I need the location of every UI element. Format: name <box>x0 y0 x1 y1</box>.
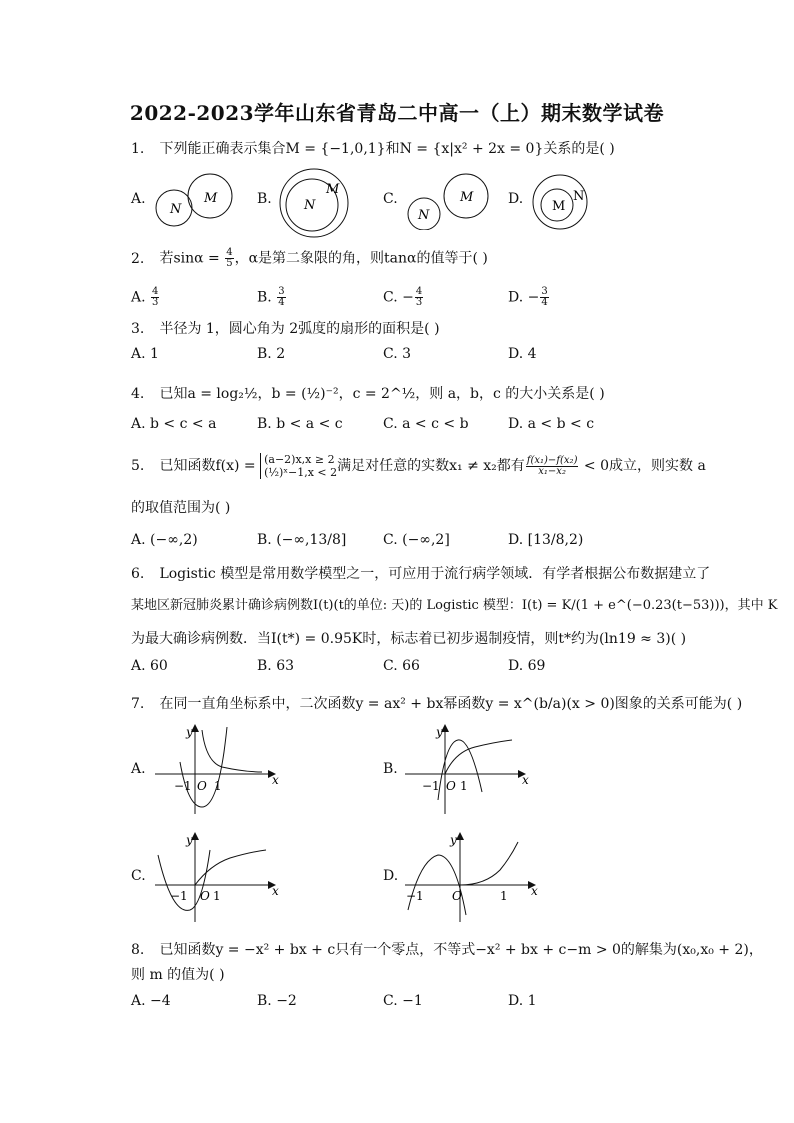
question-text: Logistic 模型是常用数学模型之一，可应用于流行病学领域．有学者根据公布数据建立了 <box>159 566 711 582</box>
svg-text:x: x <box>531 884 538 898</box>
question-text: 某地区新冠肺炎累计确诊病例数I(t)(t的单位: 天)的 Logistic 模型：I(t) = K/(1 + e^(−0.23(t−53)))，其中 K <box>131 598 778 613</box>
question-8 <box>131 940 763 960</box>
option-b: B. b < a < c <box>257 416 343 432</box>
question-7 <box>131 694 742 714</box>
question-text: 若sinα = <box>159 250 225 267</box>
option-b: B. <box>383 761 398 777</box>
option-c: C. 66 <box>383 658 420 674</box>
svg-text:O: O <box>200 889 210 903</box>
svg-text:1: 1 <box>460 779 468 793</box>
option-a: A. $\frac{4}{3}$ <box>131 286 159 308</box>
fraction: $\frac{\text{f(x₁)−f(x₂)}}{\text{x₁−x₂}}$ <box>526 454 578 477</box>
option-b: B. $\frac{3}{4}$ <box>257 286 285 308</box>
venn-label-m: M <box>204 191 218 206</box>
svg-text:y: y <box>436 725 443 739</box>
svg-text:1: 1 <box>213 889 221 903</box>
option-c: C. <box>131 868 146 884</box>
fraction: $\frac{4}{5}$ <box>226 247 233 269</box>
question-text: 在同一直角坐标系中，二次函数y = ax² + bx幂函数y = x^(b/a)(x > 0)图象的关系可能为( ) <box>159 696 743 712</box>
option-c: C. a < c < b <box>383 416 469 432</box>
venn-label-n: N <box>573 189 585 204</box>
question-text: 已知函数f(x) = <box>159 458 256 474</box>
option-b: B. <box>257 191 272 207</box>
venn-label-m: M <box>460 190 474 205</box>
option-d: D. − $\frac{3}{4}$ <box>508 286 548 308</box>
question-6 <box>131 564 710 584</box>
venn-diagram-a <box>150 170 240 230</box>
question-1 <box>131 139 615 159</box>
svg-text:x: x <box>272 773 279 787</box>
venn-label-n: N <box>418 208 430 223</box>
graph-d <box>400 830 540 925</box>
question-text: 则 m 的值为( ) <box>131 967 225 983</box>
svg-text:y: y <box>186 725 193 739</box>
option-d: D. 69 <box>508 658 546 674</box>
venn-label-n: N <box>304 198 316 213</box>
option-a: A. 60 <box>131 658 168 674</box>
option-c: C. <box>383 191 398 207</box>
option-b: B. (−∞,13/8] <box>257 532 347 548</box>
question-8-line2 <box>131 965 225 985</box>
option-d: D. [13/8,2) <box>508 532 584 548</box>
venn-label-m: M <box>326 182 340 197</box>
option-d: D. <box>383 868 399 884</box>
question-text: 半径为 1，圆心角为 2弧度的扇形的面积是( ) <box>159 321 440 337</box>
page-title: 2022-2023学年山东省青岛二中高一（上）期末数学试卷 <box>129 101 665 125</box>
question-number: 7. <box>131 696 145 712</box>
question-number: 5. <box>131 458 145 474</box>
venn-label-n: N <box>170 202 182 217</box>
option-a: A. <box>131 191 146 207</box>
question-text: 下列能正确表示集合M = {−1,0,1}和N = {x|x² + 2x = 0}关系的是( ) <box>159 141 615 157</box>
svg-text:y: y <box>186 833 193 847</box>
question-number: 4. <box>131 386 145 402</box>
option-c: C. −1 <box>383 993 423 1009</box>
question-5 <box>131 453 706 479</box>
svg-text:O: O <box>197 779 207 793</box>
svg-text:y: y <box>450 833 457 847</box>
question-text: 的取值范围为( ) <box>131 500 231 516</box>
question-text: 已知a = log₂½，b = (½)⁻²，c = 2^½，则 a，b，c 的大小关系是( ) <box>159 386 605 402</box>
option-d: D. 1 <box>508 993 537 1009</box>
question-text: 为最大确诊病例数．当I(t*) = 0.95K时，标志着已初步遏制疫情，则t*约为(ln19 ≈ 3)( ) <box>131 631 687 647</box>
option-a: A. (−∞,2) <box>131 532 198 548</box>
option-a: A. −4 <box>131 993 171 1009</box>
option-b: B. 63 <box>257 658 295 674</box>
option-c: C. (−∞,2] <box>383 532 450 548</box>
venn-diagram-b <box>278 163 358 243</box>
svg-text:−1: −1 <box>174 779 192 793</box>
svg-text:−1: −1 <box>406 889 424 903</box>
svg-text:−1: −1 <box>170 889 188 903</box>
question-number: 8. <box>131 942 145 958</box>
question-number: 3. <box>131 321 145 337</box>
question-5-continued <box>131 498 230 518</box>
svg-text:x: x <box>522 773 529 787</box>
graph-b <box>400 722 530 817</box>
option-c: C. 3 <box>383 346 412 362</box>
option-d: D. 4 <box>508 346 537 362</box>
question-2 <box>131 248 488 269</box>
option-d: D. <box>508 191 524 207</box>
option-b: B. −2 <box>257 993 297 1009</box>
svg-text:1: 1 <box>214 779 222 793</box>
venn-diagram-c <box>402 170 492 230</box>
question-6-line2 <box>131 596 777 616</box>
option-a: A. b < c < a <box>131 416 217 432</box>
svg-text:O: O <box>452 889 462 903</box>
venn-label-m: M <box>552 199 566 214</box>
question-6-line3 <box>131 629 686 649</box>
svg-text:−1: −1 <box>422 779 440 793</box>
question-3 <box>131 319 440 339</box>
question-4 <box>131 384 605 404</box>
graph-a <box>150 722 280 817</box>
svg-text:1: 1 <box>500 889 508 903</box>
venn-diagram-d <box>530 170 600 234</box>
option-b: B. 2 <box>257 346 286 362</box>
question-text: 已知函数y = −x² + bx + c只有一个零点，不等式−x² + bx + c−m > 0的解集为(x₀,x₀ + 2)， <box>159 942 763 958</box>
graph-c <box>150 830 280 925</box>
question-number: 2. <box>131 250 145 267</box>
option-c: C. − $\frac{4}{3}$ <box>383 286 423 308</box>
option-a: A. 1 <box>131 346 159 362</box>
option-a: A. <box>131 761 146 777</box>
question-number: 1. <box>131 141 145 157</box>
svg-text:x: x <box>272 884 279 898</box>
svg-text:O: O <box>446 779 456 793</box>
piecewise-function: (a−2)x,x ≥ 2 (½)ˣ−1,x < 2 <box>260 453 337 479</box>
option-d: D. a < b < c <box>508 416 595 432</box>
question-text: 满足对任意的实数x₁ ≠ x₂都有 <box>337 458 525 474</box>
question-text: ，α是第二象限的角，则tanα的值等于( ) <box>234 250 488 267</box>
question-text: < 0成立，则实数 a <box>579 458 706 474</box>
question-number: 6. <box>131 566 145 582</box>
